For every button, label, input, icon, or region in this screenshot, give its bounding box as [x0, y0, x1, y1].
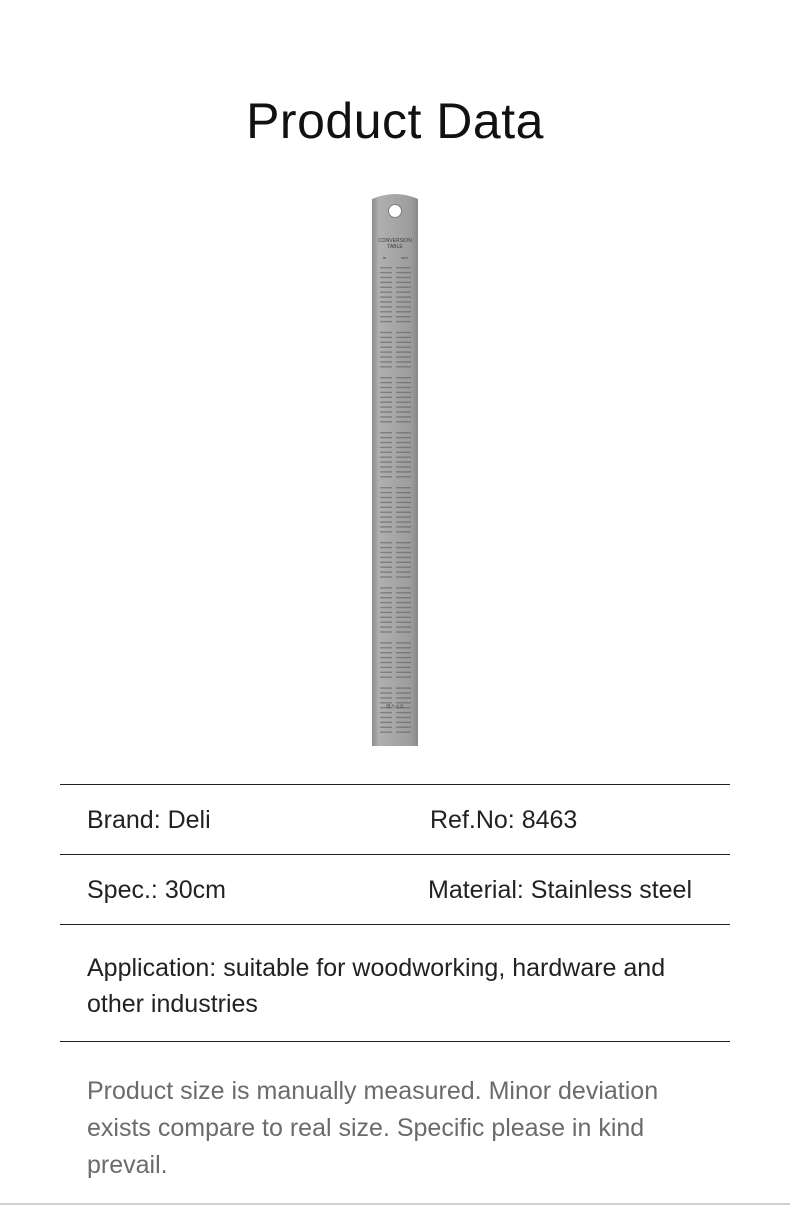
engraved-mark	[380, 662, 392, 663]
engraved-mark	[396, 657, 411, 658]
engraved-mark	[396, 356, 411, 357]
engraved-mark	[396, 607, 411, 608]
engraved-mark	[396, 382, 411, 383]
engraved-mark	[396, 392, 411, 393]
engraved-mark	[396, 457, 411, 458]
engraved-mark	[396, 571, 411, 572]
engraved-mark	[380, 642, 392, 643]
engraved-mark	[380, 476, 392, 477]
engraved-mark	[396, 492, 411, 493]
steel-ruler-image	[371, 191, 419, 746]
engraved-mark	[380, 526, 392, 527]
engraved-mark	[396, 387, 411, 388]
engraved-mark	[380, 272, 392, 273]
engraved-mark	[380, 296, 392, 297]
engraved-mark	[396, 697, 411, 698]
engraved-mark	[396, 526, 411, 527]
engraved-mark	[380, 452, 392, 453]
engraved-mark	[396, 626, 411, 627]
engraved-mark	[396, 502, 411, 503]
engraved-mark	[380, 471, 392, 472]
engraved-mark	[380, 402, 392, 403]
engraved-mark	[396, 347, 411, 348]
table-divider-bottom	[60, 1041, 730, 1042]
engraved-mark	[396, 466, 411, 467]
engraved-mark	[396, 296, 411, 297]
engraved-mark	[380, 406, 392, 407]
engraved-mark	[396, 587, 411, 588]
engraved-mark	[380, 717, 392, 718]
engraved-mark	[396, 507, 411, 508]
engraved-mark	[380, 387, 392, 388]
engraved-mark	[380, 487, 392, 488]
engraved-mark	[380, 416, 392, 417]
engraved-mark	[396, 702, 411, 703]
engraved-mark	[396, 677, 411, 678]
engraved-mark	[396, 471, 411, 472]
engraved-mark	[380, 592, 392, 593]
engraved-mark	[380, 647, 392, 648]
engraved-mark	[380, 687, 392, 688]
engraved-mark	[380, 502, 392, 503]
ref-no-cell: Ref.No: 8463	[430, 806, 578, 834]
engraved-mark	[396, 617, 411, 618]
engraved-mark	[396, 521, 411, 522]
engraved-mark	[380, 567, 392, 568]
application-cell: Application: suitable for woodworking, hardware and other industries	[87, 954, 666, 1018]
engraved-mark	[396, 717, 411, 718]
engraved-mark	[380, 366, 392, 367]
engraved-mark	[396, 647, 411, 648]
engraved-mark	[396, 712, 411, 713]
engraved-mark	[396, 667, 411, 668]
engraved-mark	[396, 332, 411, 333]
ruler-graphic	[371, 191, 419, 746]
engraved-mark	[396, 421, 411, 422]
engraved-mark	[380, 631, 392, 632]
ruler-brand-mark: 得力文具	[386, 705, 404, 710]
engraved-mark	[380, 287, 392, 288]
engraved-mark	[396, 442, 411, 443]
engraved-mark	[380, 607, 392, 608]
engraved-mark	[380, 552, 392, 553]
engraved-mark	[380, 282, 392, 283]
engraved-mark	[380, 672, 392, 673]
engraved-mark	[396, 512, 411, 513]
engraved-mark	[380, 492, 392, 493]
engraved-mark	[380, 351, 392, 352]
table-divider-top	[60, 784, 730, 785]
engraved-mark	[380, 306, 392, 307]
engraved-mark	[380, 516, 392, 517]
engraved-mark	[380, 702, 392, 703]
engraved-mark	[380, 732, 392, 733]
engraved-mark	[396, 476, 411, 477]
engraved-mark	[396, 447, 411, 448]
engraved-mark	[396, 406, 411, 407]
engraved-mark	[396, 377, 411, 378]
engraved-mark	[380, 267, 392, 268]
engraved-mark	[396, 652, 411, 653]
engraved-mark	[380, 301, 392, 302]
hang-hole	[389, 205, 402, 218]
engraved-mark	[396, 361, 411, 362]
engraved-mark	[380, 657, 392, 658]
engraved-mark	[380, 347, 392, 348]
engraved-mark	[380, 466, 392, 467]
engraved-mark	[396, 597, 411, 598]
engraved-mark	[380, 377, 392, 378]
engraved-mark	[380, 571, 392, 572]
engraved-mark	[380, 442, 392, 443]
engraved-mark	[380, 547, 392, 548]
engraved-mark	[396, 497, 411, 498]
engraved-mark	[380, 507, 392, 508]
engraved-mark	[380, 342, 392, 343]
engraved-mark	[380, 421, 392, 422]
engraved-mark	[396, 416, 411, 417]
engraved-mark	[396, 311, 411, 312]
engraved-mark	[380, 652, 392, 653]
engraved-mark	[380, 531, 392, 532]
engraved-mark	[380, 497, 392, 498]
engraved-mark	[380, 512, 392, 513]
engraved-mark	[380, 727, 392, 728]
engraved-mark	[396, 642, 411, 643]
engraved-mark	[396, 397, 411, 398]
engraved-mark	[396, 272, 411, 273]
engraved-mark	[380, 722, 392, 723]
page-title: Product Data	[246, 93, 544, 149]
engraved-mark	[396, 592, 411, 593]
engraved-mark	[380, 432, 392, 433]
engraved-mark	[396, 402, 411, 403]
engraved-mark	[396, 277, 411, 278]
engraved-mark	[396, 461, 411, 462]
engraved-mark	[396, 612, 411, 613]
engraved-mark	[380, 712, 392, 713]
engraved-mark	[380, 437, 392, 438]
engraved-mark	[396, 732, 411, 733]
engraved-mark	[380, 361, 392, 362]
engraved-mark	[396, 432, 411, 433]
engraved-mark	[396, 576, 411, 577]
engraved-mark	[380, 597, 392, 598]
table-divider-2	[60, 854, 730, 855]
material-cell: Material: Stainless steel	[428, 876, 693, 904]
engraved-mark	[380, 332, 392, 333]
engraved-mark	[380, 667, 392, 668]
engraved-mark	[396, 531, 411, 532]
engraved-mark	[396, 562, 411, 563]
engraved-mark	[396, 306, 411, 307]
engraved-mark	[380, 447, 392, 448]
engraved-mark	[396, 692, 411, 693]
engraved-mark	[396, 287, 411, 288]
engraved-mark	[396, 516, 411, 517]
engraved-mark	[380, 622, 392, 623]
engraved-mark	[380, 562, 392, 563]
engraved-mark	[396, 622, 411, 623]
engraved-mark	[396, 301, 411, 302]
engraved-mark	[380, 557, 392, 558]
engraved-mark	[380, 626, 392, 627]
engraved-mark	[380, 692, 392, 693]
engraved-mark	[380, 397, 392, 398]
engraved-mark	[396, 547, 411, 548]
engraved-mark	[396, 662, 411, 663]
engraved-mark	[380, 587, 392, 588]
engraved-mark	[396, 366, 411, 367]
engraved-mark	[396, 687, 411, 688]
table-divider-3	[60, 924, 730, 925]
ruler-heading: CONVERSION	[378, 238, 412, 244]
engraved-mark	[380, 602, 392, 603]
engraved-mark	[380, 521, 392, 522]
spec-cell: Spec.: 30cm	[87, 876, 226, 904]
engraved-mark	[396, 321, 411, 322]
engraved-mark	[396, 602, 411, 603]
engraved-mark	[396, 267, 411, 268]
engraved-mark	[396, 337, 411, 338]
engraved-mark	[396, 342, 411, 343]
engraved-mark	[380, 411, 392, 412]
ruler-col-in: in	[383, 255, 387, 260]
engraved-mark	[396, 567, 411, 568]
engraved-mark	[380, 542, 392, 543]
engraved-mark	[380, 612, 392, 613]
engraved-mark	[380, 311, 392, 312]
engraved-mark	[396, 292, 411, 293]
engraved-mark	[380, 392, 392, 393]
engraved-mark	[380, 697, 392, 698]
engraved-mark	[396, 316, 411, 317]
engraved-mark	[380, 576, 392, 577]
engraved-mark	[380, 382, 392, 383]
brand-cell: Brand: Deli	[87, 806, 211, 834]
measurement-note: Product size is manually measured. Minor deviation exists compare to real size. Specific please in kind prevail.	[87, 1077, 659, 1179]
engraved-mark	[396, 552, 411, 553]
engraved-mark	[380, 677, 392, 678]
engraved-mark	[396, 351, 411, 352]
engraved-mark	[396, 437, 411, 438]
engraved-mark	[380, 316, 392, 317]
engraved-mark	[396, 542, 411, 543]
engraved-mark	[396, 452, 411, 453]
engraved-mark	[380, 292, 392, 293]
engraved-mark	[380, 337, 392, 338]
engraved-mark	[396, 557, 411, 558]
engraved-mark	[396, 487, 411, 488]
engraved-mark	[380, 457, 392, 458]
engraved-mark	[380, 461, 392, 462]
engraved-mark	[396, 672, 411, 673]
engraved-mark	[396, 722, 411, 723]
ruler-body	[372, 194, 418, 746]
ruler-heading-2: TABLE	[387, 244, 403, 250]
engraved-mark	[396, 282, 411, 283]
engraved-mark	[380, 277, 392, 278]
engraved-mark	[380, 321, 392, 322]
engraved-mark	[380, 356, 392, 357]
engraved-mark	[396, 411, 411, 412]
engraved-mark	[380, 617, 392, 618]
engraved-mark	[396, 631, 411, 632]
ruler-col-mm: mm	[401, 255, 408, 260]
engraved-mark	[396, 727, 411, 728]
